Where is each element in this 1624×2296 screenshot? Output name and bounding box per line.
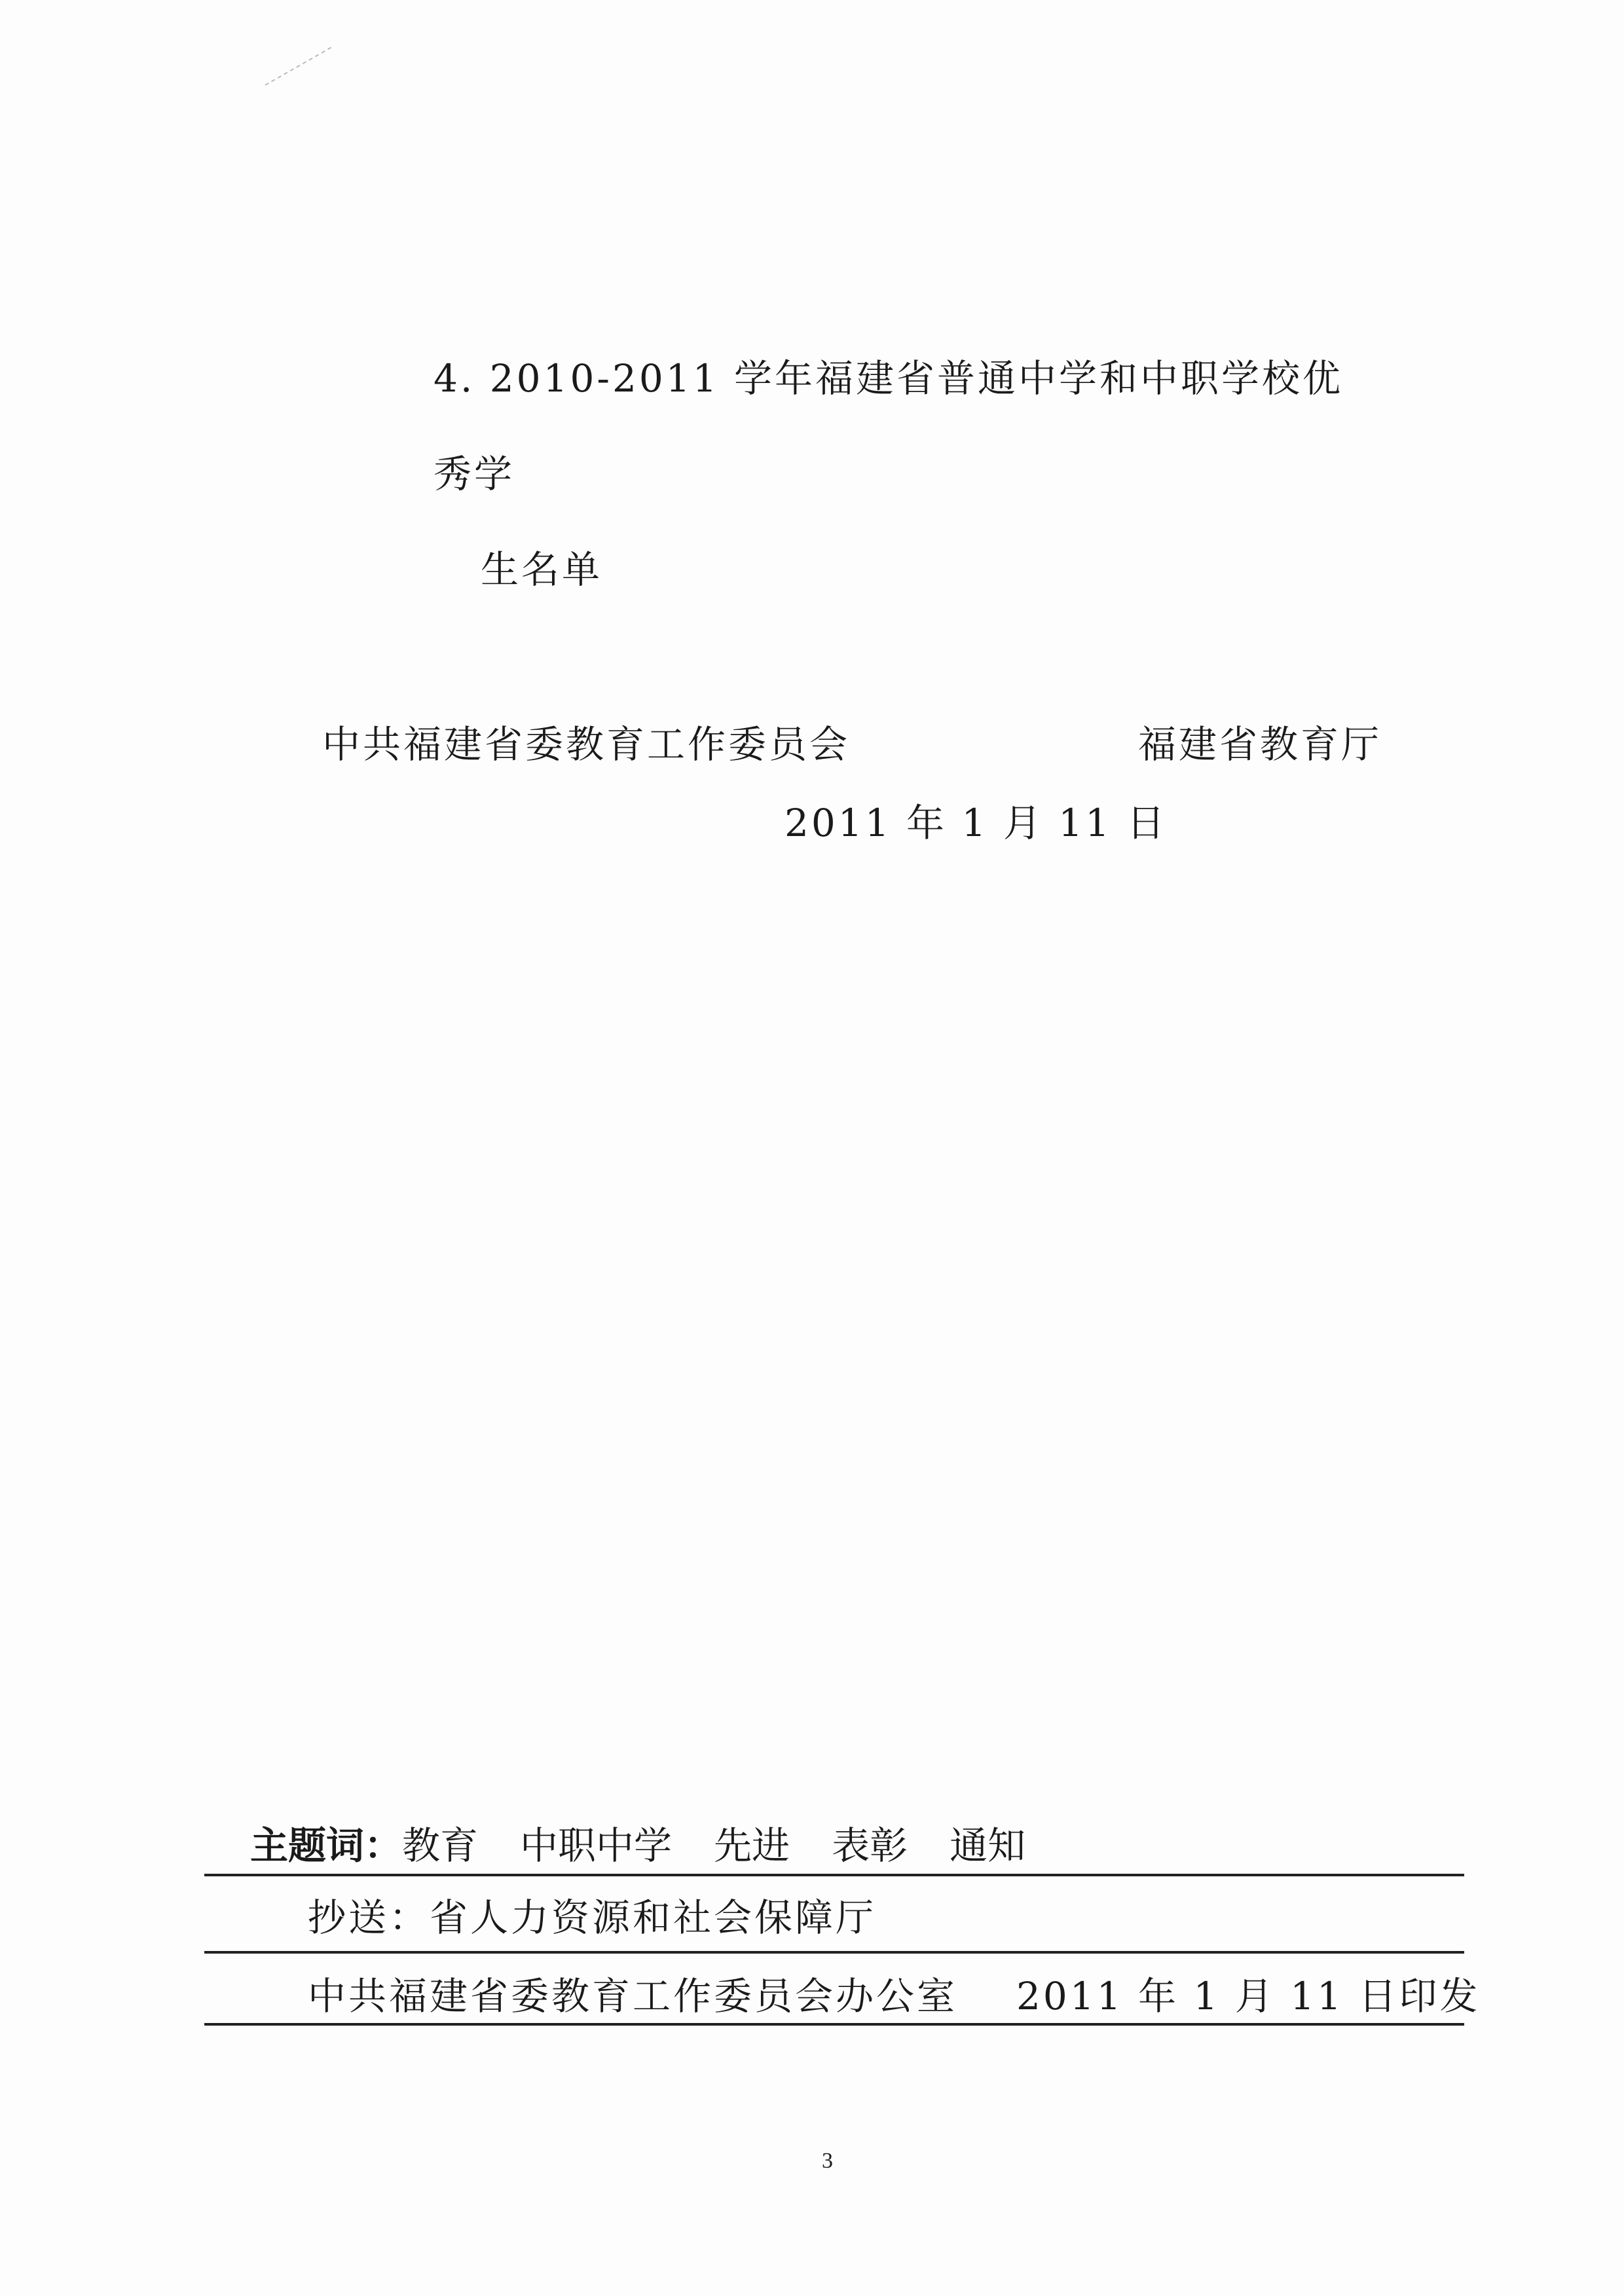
- keyword: 先进: [714, 1823, 790, 1868]
- keyword: 教育: [402, 1823, 479, 1868]
- signer-right-org: 福建省教育厅: [1138, 722, 1382, 767]
- footer-divider: [204, 2023, 1464, 2026]
- page-number: 3: [822, 2149, 833, 2173]
- attachment-item: [434, 331, 1383, 617]
- keyword: 通知: [950, 1823, 1026, 1868]
- keyword: 中职中学: [520, 1823, 673, 1868]
- footer-divider: [204, 1874, 1464, 1876]
- issue-date: 2011 年 1 月 11 日印发: [1016, 1974, 1481, 2018]
- scan-artifact-mark: [262, 39, 341, 92]
- footer-divider: [204, 1951, 1464, 1954]
- cc-line: 抄送：省人力资源和社会保障厅: [308, 1895, 877, 1940]
- keywords-label: 主题词：: [250, 1823, 403, 1868]
- attachment-line-2: 生名单: [481, 547, 603, 592]
- issuer-org: 中共福建省委教育工作委员会办公室: [308, 1974, 958, 2018]
- signature-date: 2011 年 1 月 11 日: [784, 801, 1168, 845]
- keywords-line: [250, 1815, 1067, 1870]
- attachment-line-1: 4. 2010-2011 学年福建省普通中学和中职学校优秀学: [434, 356, 1344, 496]
- signer-left-org: 中共福建省委教育工作委员会: [322, 722, 851, 767]
- issuer-line: [308, 1965, 1481, 2020]
- keyword: 表彰: [832, 1823, 908, 1868]
